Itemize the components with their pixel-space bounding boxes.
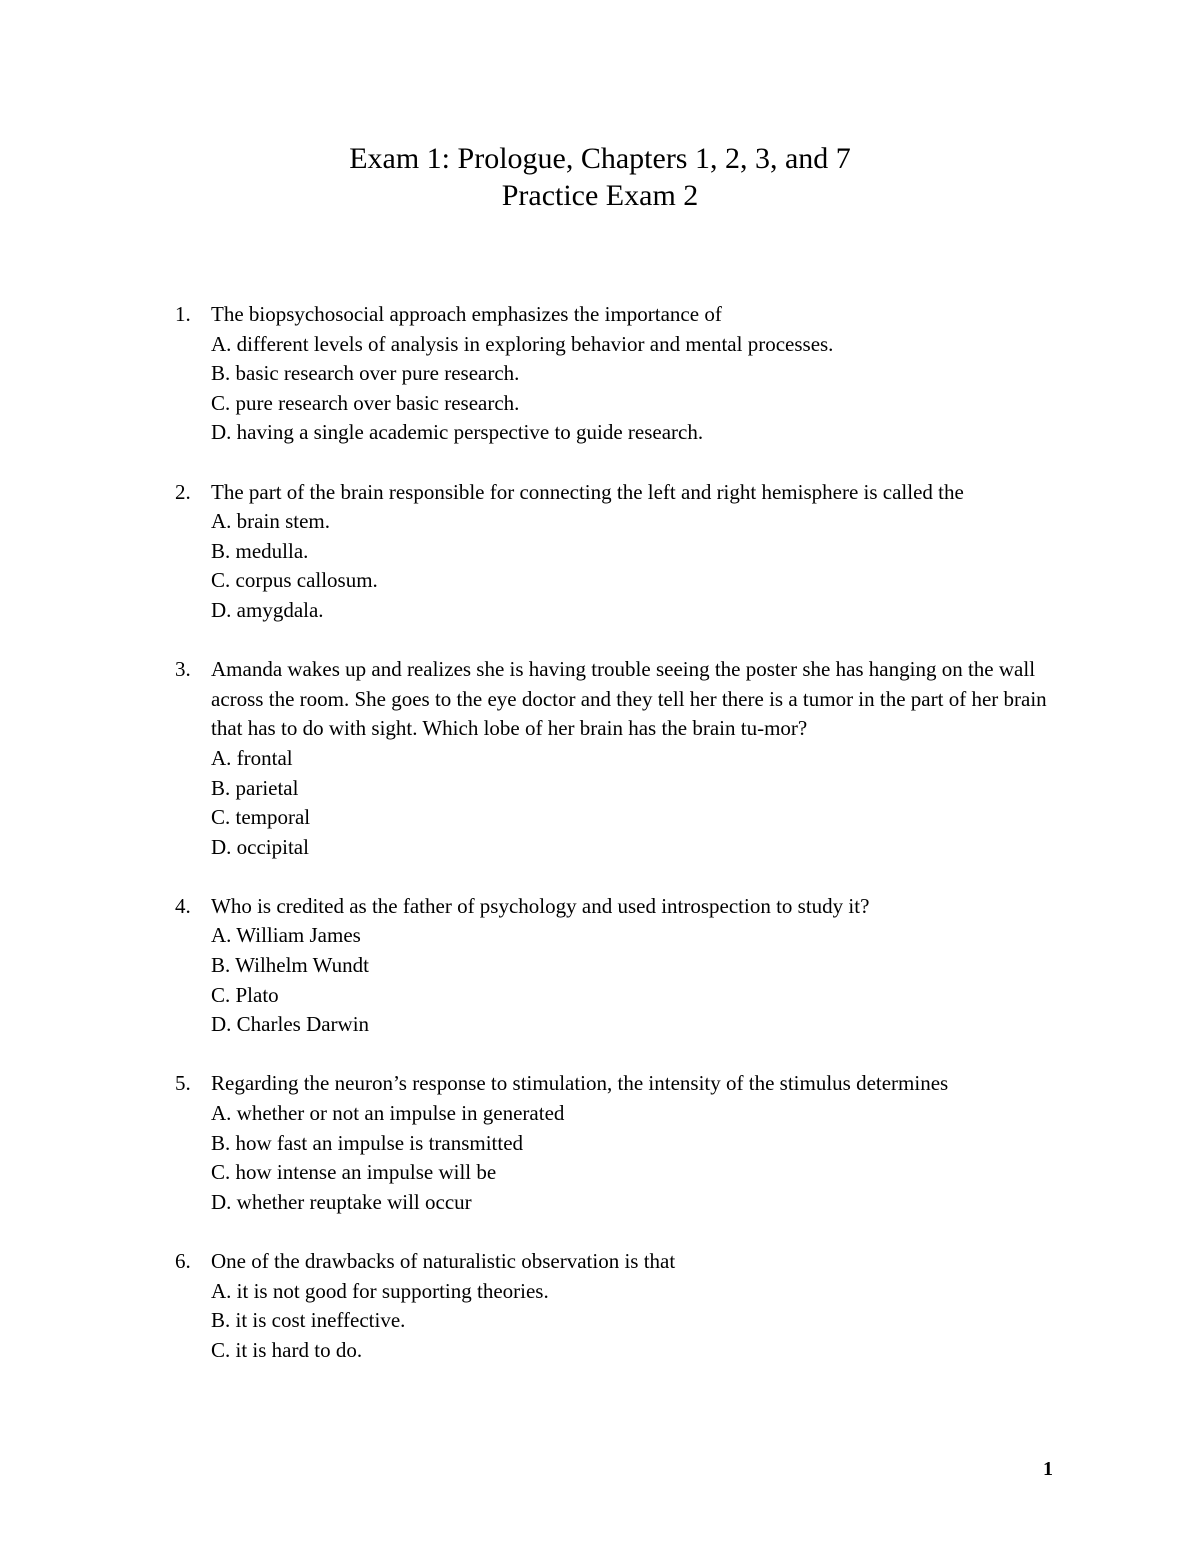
answer-option: D. Charles Darwin [211,1012,370,1037]
question-3 [170,655,1070,862]
question-list [170,300,1070,1395]
answer-option: A. it is not good for supporting theories. [211,1278,549,1303]
question-number: 5. [175,1071,191,1096]
answer-option: A. brain stem. [211,509,330,534]
answer-options [211,507,1070,625]
question-number: 4. [175,893,191,918]
answer-options [211,744,1070,862]
answer-option: C. it is hard to do. [211,1337,363,1362]
answer-option: A. frontal [211,745,293,770]
question-stem: Who is credited as the father of psychology and used introspection to study it? [211,893,870,918]
page-number: 1 [1043,1458,1053,1480]
answer-options [211,330,1070,448]
answer-option: A. different levels of analysis in exploring behavior and mental processes. [211,331,834,356]
answer-option: D. whether reuptake will occur [211,1189,472,1214]
answer-option: D. occipital [211,834,309,859]
question-stem: One of the drawbacks of naturalistic observation is that [211,1249,676,1273]
exam-subtitle: Practice Exam 2 [501,179,699,212]
question-number: 3. [175,657,191,682]
answer-option: A. William James [211,923,361,948]
answer-option: C. Plato [211,982,279,1007]
answer-option: C. corpus callosum. [211,568,378,593]
answer-options [211,1277,1070,1366]
question-number: 1. [175,302,191,326]
answer-options [211,921,1070,1039]
question-stem: Amanda wakes up and realizes she is having trouble seeing the poster she has hanging on the wall across the room. She goes to the eye doctor and they tell her there is a tumor in the part of her brain that has to do with sight. Which lobe of her brain has the brain tu-mor? [211,657,1047,741]
answer-option: B. parietal [211,775,299,800]
answer-option: C. pure research over basic research. [211,390,520,415]
answer-option: A. whether or not an impulse in generated [211,1101,565,1126]
answer-option: B. how fast an impulse is transmitted [211,1130,524,1155]
answer-option: B. Wilhelm Wundt [211,953,369,978]
title-block [0,140,1200,214]
question-1 [170,300,1070,448]
answer-option: C. temporal [211,805,311,830]
answer-option: D. amygdala. [211,597,324,622]
question-number: 6. [175,1249,191,1273]
question-number: 2. [175,479,191,504]
question-6 [170,1247,1070,1365]
answer-options [211,1099,1070,1217]
exam-title: Exam 1: Prologue, Chapters 1, 2, 3, and 7 [349,142,851,175]
answer-option: B. medulla. [211,538,309,563]
question-stem: The part of the brain responsible for connecting the left and right hemisphere is called the [211,479,964,504]
answer-option: D. having a single academic perspective to guide research. [211,420,704,445]
question-stem: Regarding the neuron’s response to stimulation, the intensity of the stimulus determines [211,1071,949,1096]
answer-option: C. how intense an impulse will be [211,1160,497,1185]
question-2 [170,478,1070,626]
question-stem: The biopsychosocial approach emphasizes the importance of [211,302,722,326]
answer-option: B. basic research over pure research. [211,361,520,386]
question-5 [170,1069,1070,1217]
question-4 [170,892,1070,1040]
answer-option: B. it is cost ineffective. [211,1308,406,1333]
